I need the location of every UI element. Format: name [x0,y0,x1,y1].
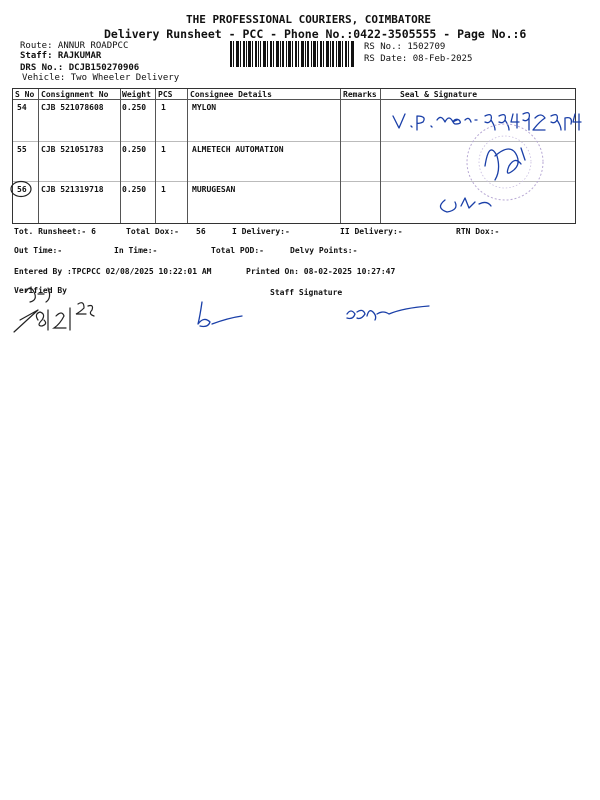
verified-by-signature [8,280,108,336]
row-weight: 0.250 [122,145,147,154]
printed-on: Printed On: 08-02-2025 10:27:47 [246,267,396,276]
col-header-seal: Seal & Signature [400,90,478,99]
drs-number: DRS No.: DCJB150270906 [20,63,140,73]
col-header-consignee: Consignee Details [190,90,272,99]
staff-signature [343,300,433,326]
route-label: Route: ANNUR ROADPCC [20,41,129,51]
column-divider [187,89,188,223]
in-time: In Time:- [114,246,158,255]
total-dox-label: Total Dox:- [126,227,179,236]
out-time: Out Time:- [14,246,63,255]
row-consignment: CJB 521319718 [41,185,104,194]
barcode-image [230,41,354,67]
total-dox-value: 56 [196,227,206,236]
rs-date: RS Date: 08-Feb-2025 [364,54,473,64]
col-header-sno: S No [15,90,35,99]
i-delivery: I Delivery:- [232,227,290,236]
handwritten-circle-mark [9,180,33,198]
staff-label: Staff: RAJKUMAR [20,51,102,61]
row-sno: 54 [17,103,27,112]
row-consignee: ALMETECH AUTOMATION [192,145,284,154]
total-pod: Total POD:- [211,246,264,255]
row-consignment: CJB 521078608 [41,103,104,112]
company-name: THE PROFESSIONAL COURIERS, COIMBATORE [186,13,432,26]
row-weight: 0.250 [122,185,147,194]
col-header-remarks: Remarks [343,90,377,99]
row-sno: 55 [17,145,27,154]
col-header-consignment: Consignment No [41,90,109,99]
row-pcs: 1 [161,185,166,194]
row-sno: 56 [17,185,27,194]
column-divider [380,89,381,223]
col-header-weight: Weight [122,90,151,99]
row-weight: 0.250 [122,103,147,112]
row-consignee: MYLON [192,103,217,112]
row-pcs: 1 [161,103,166,112]
column-divider [120,89,121,223]
row-consignee: MURUGESAN [192,185,236,194]
runsheet-subtitle: Delivery Runsheet - PCC - Phone No.:0422-3505555 - Page No.:6 [104,27,527,41]
verified-by-label: Verified By [14,286,67,295]
round-seal-stamp [425,120,575,225]
rs-number: RS No.: 1502709 [364,42,446,52]
column-divider [340,89,341,223]
header-divider [13,99,575,100]
entered-by: Entered By :TPCPCC 02/08/2025 10:22:01 AM [14,267,212,276]
delvy-points: Delvy Points:- [290,246,358,255]
handwritten-mark [190,300,245,330]
vehicle-label: Vehicle: Two Wheeler Delivery [22,73,180,83]
row-pcs: 1 [161,145,166,154]
tot-runsheet: Tot. Runsheet:- 6 [14,227,96,236]
row-consignment: CJB 521051783 [41,145,104,154]
ii-delivery: II Delivery:- [340,227,403,236]
staff-signature-label: Staff Signature [270,288,343,297]
column-divider [155,89,156,223]
col-header-pcs: PCS [158,90,173,99]
column-divider [38,89,39,223]
rtn-dox: RTN Dox:- [456,227,500,236]
